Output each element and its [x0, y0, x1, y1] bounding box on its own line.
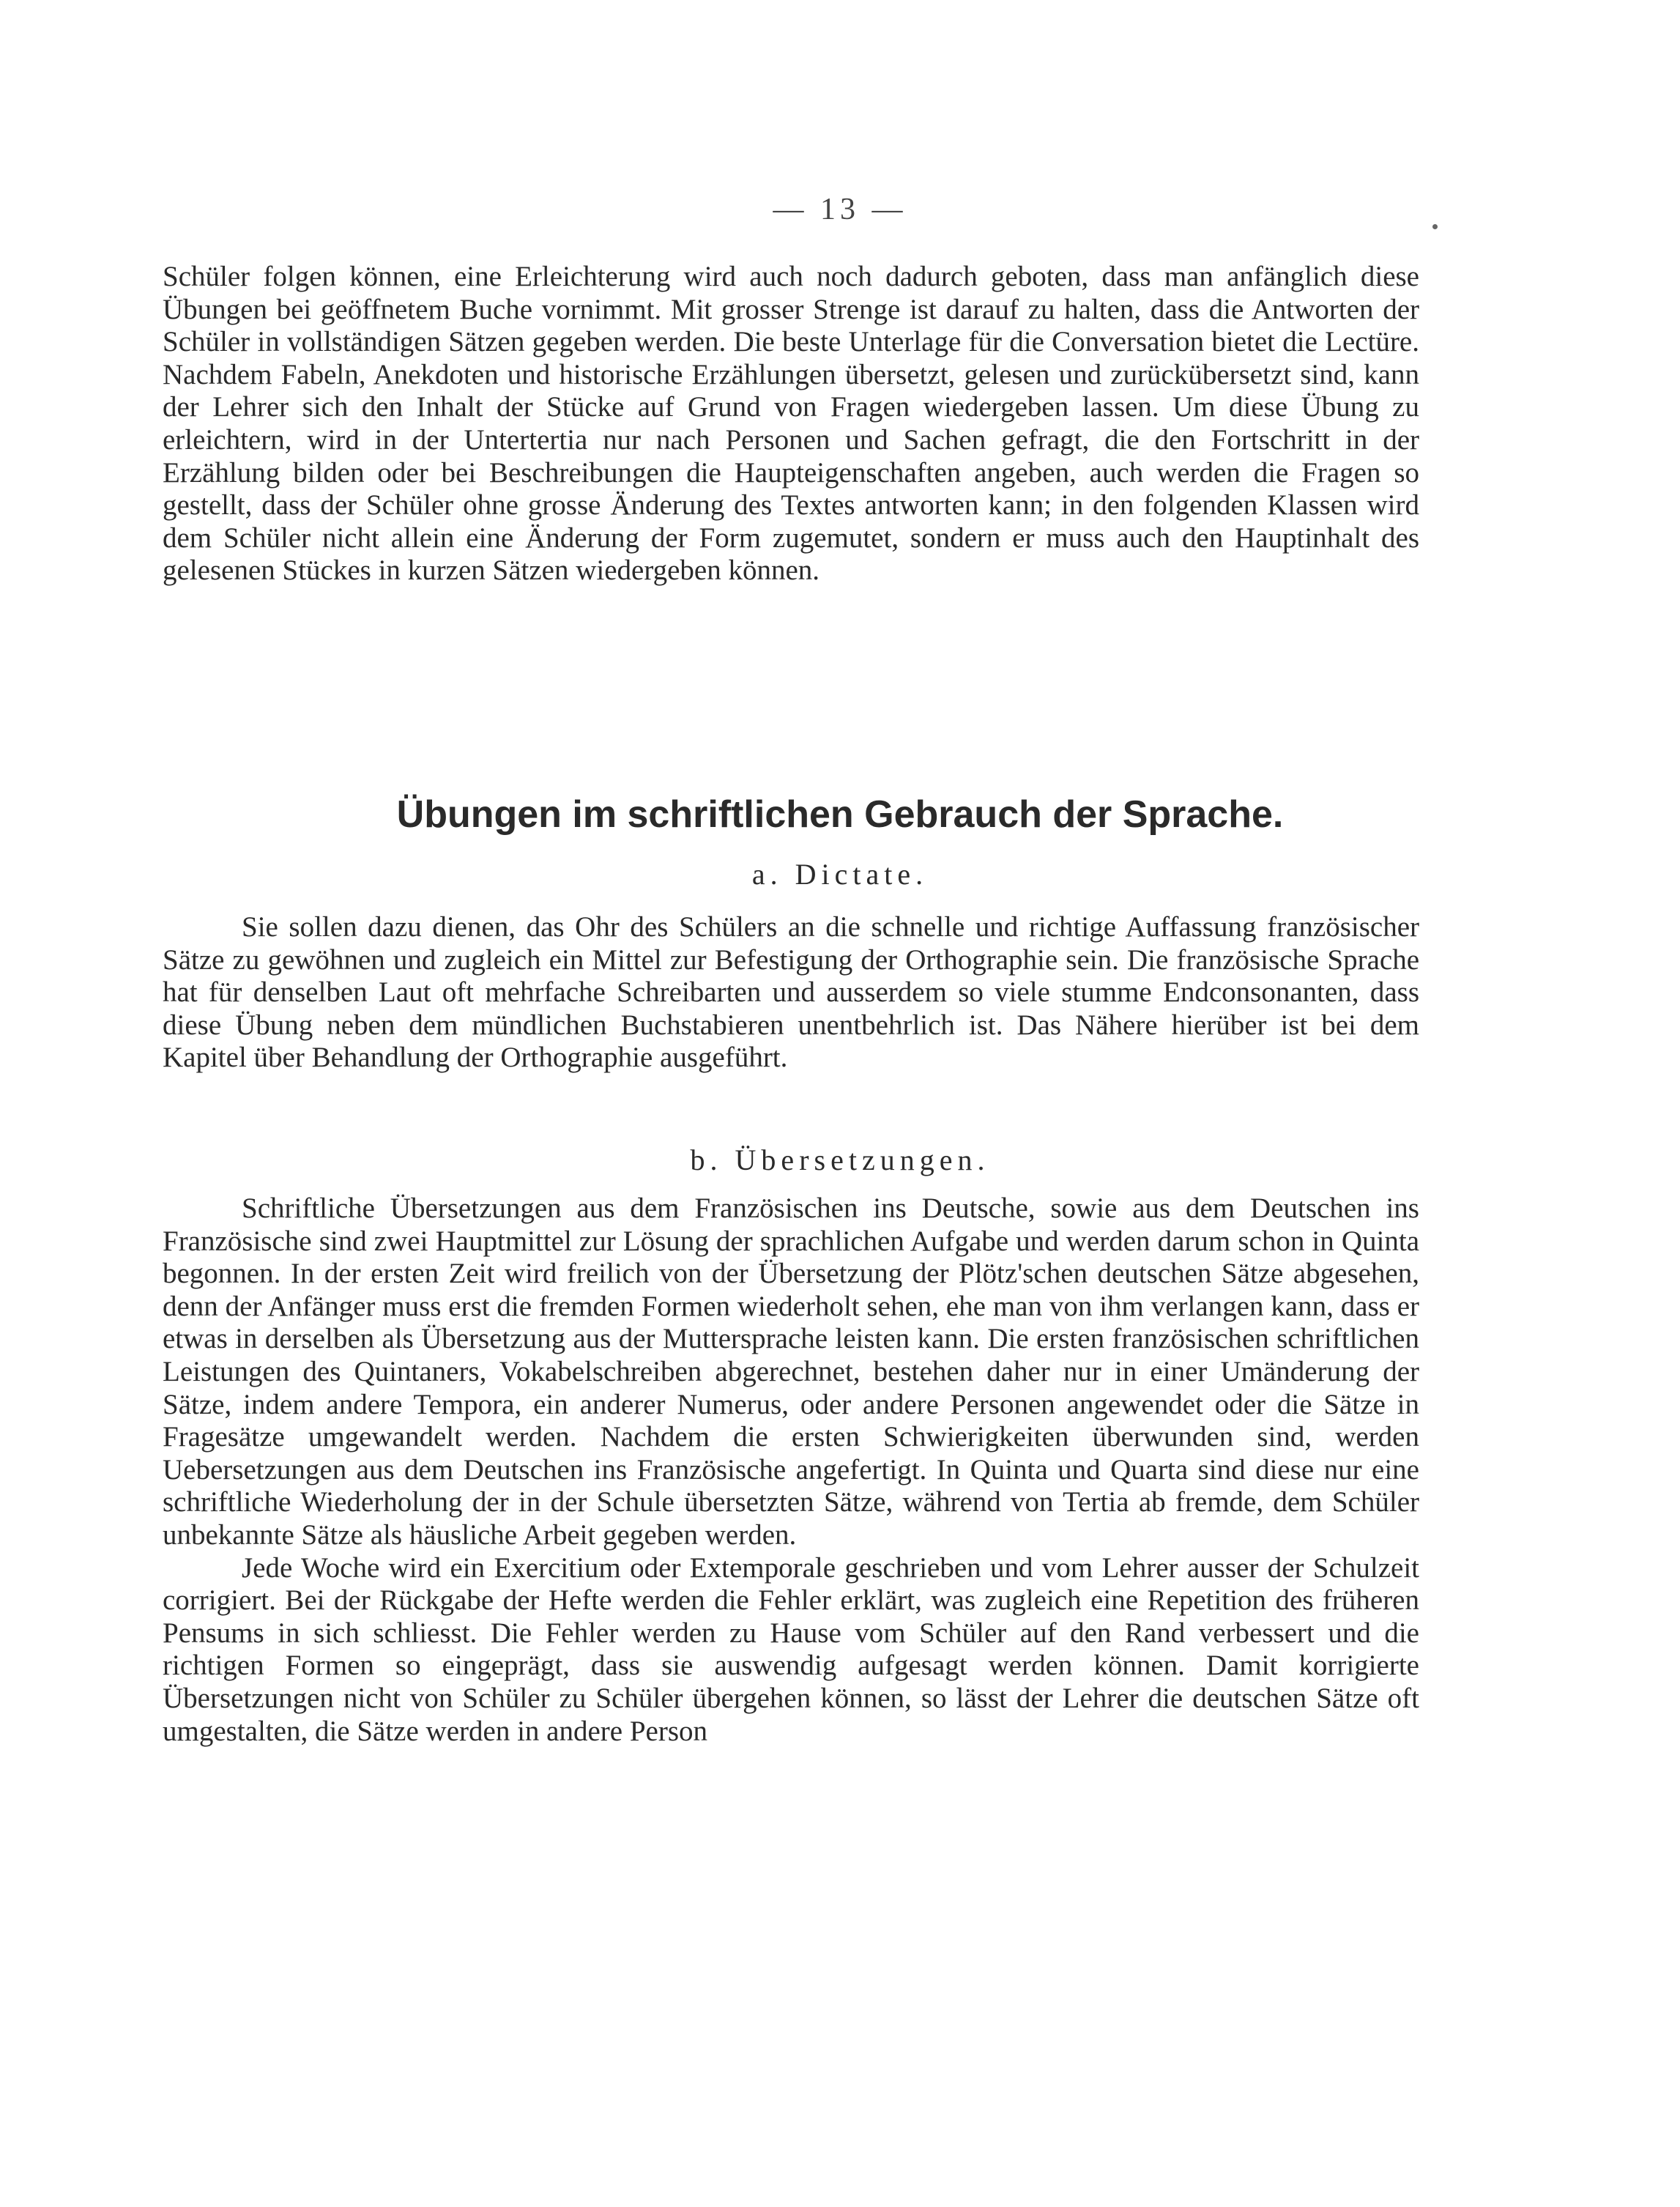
intro-text	[163, 261, 1419, 587]
dictate-paragraph: Sie sollen dazu dienen, das Ohr des Schülers an die schnelle und richtige Auffassung französischer Sätze zu gewöhnen und zugleich ein Mittel zur Befestigung der Orthographie sein. Die französische Sprache hat für denselben Laut oft mehrfache Schreibarten und ausserdem so viele stumme Endconsonanten, dass diese Übung neben dem mündlichen Buchstabieren unentbehrlich ist. Das Nähere hierüber ist bei dem Kapitel über Behandlung der Orthographie ausgeführt.	[163, 911, 1419, 1074]
translations-paragraph-2: Jede Woche wird ein Exercitium oder Extemporale geschrieben und vom Lehrer ausser der Schulzeit corrigiert. Bei der Rückgabe der Hefte werden die Fehler erklärt, was zugleich eine Repetition des früheren Pensums in sich schliesst. Die Fehler werden zu Hause vom Schüler auf den Rand verbessert und die richtigen Formen so eingeprägt, dass sie auswendig aufgesagt werden können. Damit korrigierte Übersetzungen nicht von Schüler zu Schüler übergehen können, so lässt der Lehrer die deutschen Sätze oft umgestalten, die Sätze werden in andere Person	[163, 1551, 1419, 1747]
dictate-text	[163, 911, 1419, 1075]
translations-text	[163, 1192, 1419, 1748]
subsection-heading-dictate: a. Dictate.	[751, 858, 929, 891]
page-number: — 13 —	[773, 193, 907, 226]
intro-paragraph: Schüler folgen können, eine Erleichterung wird auch noch dadurch geboten, dass man anfänglich diese Übungen bei geöffnetem Buche vornimmt. Mit grosser Strenge ist darauf zu halten, dass die Antworten der Schüler in vollständigen Sätzen gegeben werden. Die beste Unterlage für die Conversation bietet die Lectüre. Nachdem Fabeln, Anekdoten und historische Erzählungen übersetzt, gelesen und zurückübersetzt sind, kann der Lehrer sich den Inhalt der Stücke auf Grund von Fragen wiedergeben lassen. Um diese Übung zu erleichtern, wird in der Untertertia nur nach Personen und Sachen gefragt, die den Fortschritt in der Erzählung bilden oder bei Beschreibungen die Haupteigenschaften angeben, auch werden die Fragen so gestellt, dass der Schüler ohne grosse Änderung des Textes antworten kann; in den folgenden Klassen wird dem Schüler nicht allein eine Änderung der Form zugemutet, sondern er muss auch den Hauptinhalt des gelesenen Stückes in kurzen Sätzen wiedergeben können.	[163, 261, 1419, 587]
speck-mark	[1432, 224, 1438, 229]
translations-paragraph-1: Schriftliche Übersetzungen aus dem Französischen ins Deutsche, sowie aus dem Deutschen ins Französische sind zwei Hauptmittel zur Lösung der sprachlichen Aufgabe und werden darum schon in Quinta begonnen. In der ersten Zeit wird freilich von der Übersetzung der Plötz'schen deutschen Sätze abgesehen, denn der Anfänger muss erst die fremden Formen wiederholt sehen, ehe man von ihm verlangen kann, dass er etwas in derselben als Übersetzung aus der Muttersprache leisten kann. Die ersten französischen schriftlichen Leistungen des Quintaners, Vokabelschreiben abgerechnet, bestehen daher nur in einer Umänderung der Sätze, indem andere Tempora, ein anderer Numerus, oder andere Personen angewendet oder die Sätze in Fragesätze umgewandelt werden. Nachdem die ersten Schwierigkeiten überwunden sind, werden Uebersetzungen aus dem Deutschen ins Französische angefertigt. In Quinta und Quarta sind diese nur eine schriftliche Wiederholung der in der Schule übersetzten Sätze, während von Tertia ab fremde, dem Schüler unbekannte Sätze als häusliche Arbeit gegeben werden.	[163, 1192, 1419, 1551]
section-title: Übungen im schriftlichen Gebrauch der Sprache.	[396, 793, 1284, 836]
subsection-heading-translations: b. Übersetzungen.	[690, 1143, 990, 1176]
